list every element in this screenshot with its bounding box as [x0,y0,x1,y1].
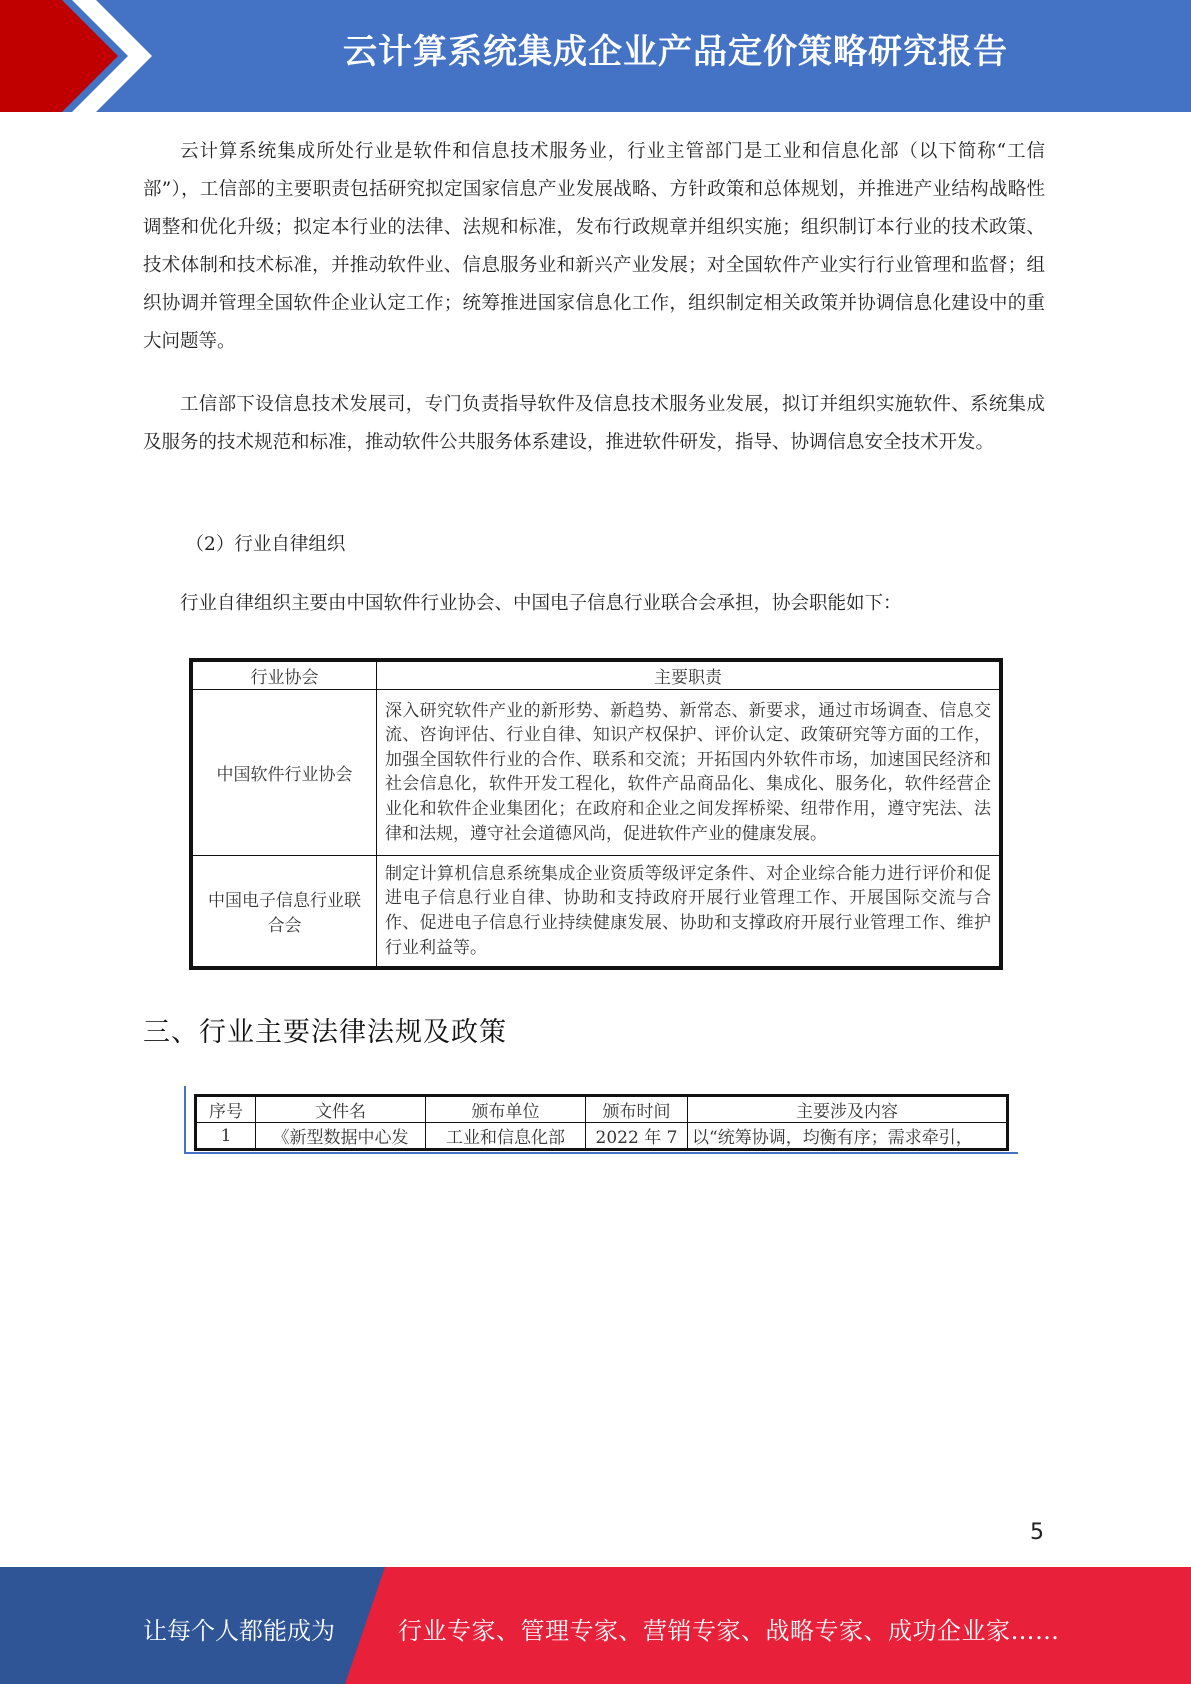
table-cell: 工业和信息化部 [426,1123,586,1150]
table-cell: 2022 年 7 [586,1123,688,1150]
footer-slogan-right: 行业专家、管理专家、营销专家、战略专家、成功企业家…… [398,1617,1060,1645]
paragraph-ministry-duties: 云计算系统集成所处行业是软件和信息技术服务业，行业主管部门是工业和信息化部（以下简称“工信部”），工信部的主要职责包括研究拟定国家信息产业发展战略、方针政策和总体规划，并推进产业结构战略性调整和优化升级；拟定本行业的法律、法规和标准，发布行政规章并组织实施；组织制订本行业的技术政策、技术体制和技术标准，并推动软件业、信息服务业和新兴产业发展；对全国软件产业实行行业管理和监督；组织协调并管理全国软件企业认定工作；统筹推进国家信息化工作，组织制定相关政策并协调信息化建设中的重大问题等。 [143,141,1045,352]
table-header: 颁布时间 [586,1096,688,1123]
table-cell: 1 [196,1123,256,1150]
chevron-decoration [0,0,160,112]
page-footer [0,1567,1191,1684]
table-header: 行业协会 [193,662,377,690]
associations-table [189,658,1003,970]
report-title: 云计算系统集成企业产品定价策略研究报告 [343,32,1008,72]
table-cell: 《新型数据中心发 [256,1123,426,1150]
table-header: 主要涉及内容 [688,1096,1008,1123]
table-cell: 以“统筹协调，均衡有序；需求牵引， [688,1123,1008,1150]
paragraph-associations-intro: 行业自律组织主要由中国软件行业协会、中国电子信息行业联合会承担，协会职能如下： [180,593,902,614]
table-row [193,690,1000,856]
policy-table-frame [184,1086,1018,1154]
footer-slogan-left: 让每个人都能成为 [143,1617,335,1645]
association-name: 中国软件行业协会 [193,690,377,856]
page-header [0,0,1191,112]
association-name: 中国电子信息行业联合会 [193,855,377,966]
page-number: 5 [1030,1520,1044,1545]
table-header: 主要职责 [377,662,1000,690]
association-duties: 深入研究软件产业的新形势、新趋势、新常态、新要求，通过市场调查、信息交流、咨询评估、行业自律、知识产权保护、评价认定、政策研究等方面的工作，加强全国软件行业的合作、联系和交流；开拓国内外软件市场，加速国民经济和社会信息化，软件开发工程化，软件产品商品化、集成化、服务化，软件经营企业化和软件企业集团化；在政府和企业之间发挥桥梁、纽带作用，遵守宪法、法律和法规，遵守社会道德风尚，促进软件产业的健康发展。 [377,690,1000,856]
paragraph-it-department: 工信部下设信息技术发展司，专门负责指导软件及信息技术服务业发展，拟订并组织实施软件、系统集成及服务的技术规范和标准，推动软件公共服务体系建设，推进软件研发，指导、协调信息安全技术开发。 [143,394,1045,453]
table-row [193,855,1000,966]
table-header: 序号 [196,1096,256,1123]
association-duties: 制定计算机信息系统集成企业资质等级评定条件、对企业综合能力进行评价和促进电子信息行业自律、协助和支持政府开展行业管理工作、开展国际交流与合作、促进电子信息行业持续健康发展、协助和支撑政府开展行业管理工作、维护行业利益等。 [377,855,1000,966]
table-row [196,1123,1008,1150]
section-heading: 三、行业主要法律法规及政策 [143,1017,507,1048]
subheading-self-regulation: （2）行业自律组织 [185,534,346,555]
policy-table [194,1094,1009,1151]
table-header: 颁布单位 [426,1096,586,1123]
table-header: 文件名 [256,1096,426,1123]
